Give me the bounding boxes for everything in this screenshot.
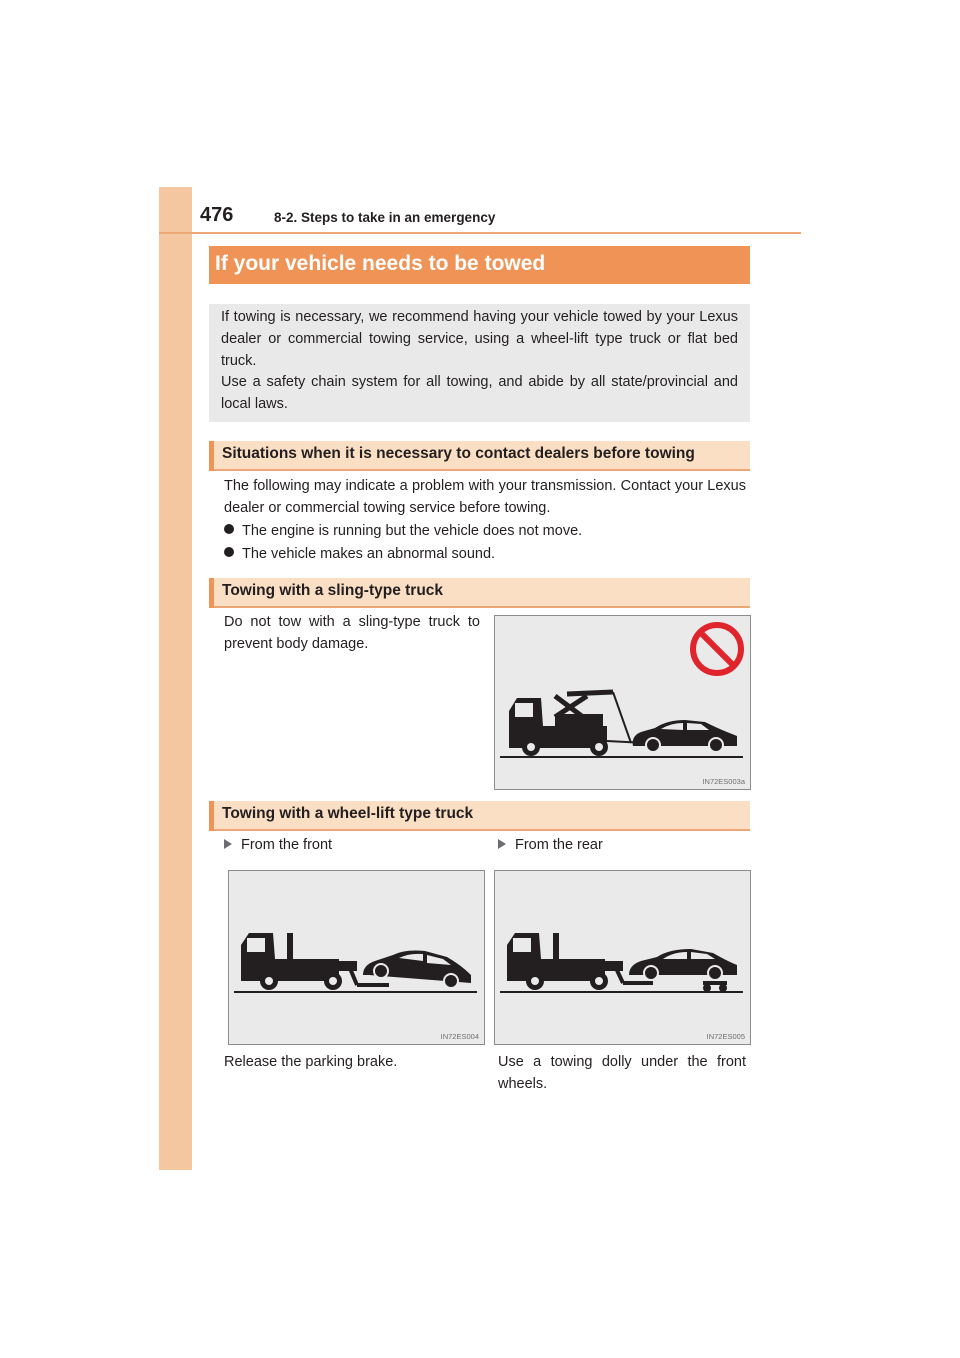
subheading-wheel-lift: [209, 801, 750, 831]
sling-truck-drawing: [495, 616, 750, 789]
bullet-item: The vehicle makes an abnormal sound.: [224, 546, 495, 562]
sling-truck-illustration: [494, 615, 751, 790]
intro-paragraph-2: Use a safety chain system for all towing, and abide by all state/provincial and local laws.: [221, 374, 738, 412]
subheading-text: Towing with a wheel-lift type truck: [222, 805, 474, 822]
bullet-item: The engine is running but the vehicle does not move.: [224, 523, 582, 539]
sling-warning-text: Do not tow with a sling-type truck to prevent body damage.: [224, 614, 480, 652]
page-title: If your vehicle needs to be towed: [215, 252, 546, 275]
page-number: 476: [200, 204, 234, 226]
wheel-lift-front-illustration: [228, 870, 485, 1045]
subheading-sling-type: [209, 578, 750, 608]
wheel-lift-front-drawing: [229, 871, 484, 1044]
subheading-contact-dealers: [209, 441, 750, 471]
arrow-right-icon: [224, 839, 232, 849]
wheel-lift-rear-illustration: [494, 870, 751, 1045]
figure-code: IN72ES005: [706, 1032, 745, 1041]
arrow-right-icon: [498, 839, 506, 849]
intro-box: [209, 304, 750, 422]
figure-code: IN72ES003a: [702, 777, 745, 786]
transmission-note: The following may indicate a problem with your transmission. Contact your Lexus dealer or commercial towing service before towing.: [224, 478, 746, 516]
bullet-dot: [224, 524, 234, 534]
caption-front: Release the parking brake.: [224, 1054, 398, 1070]
label-from-rear: From the rear: [498, 837, 603, 853]
subheading-text: Situations when it is necessary to contact dealers before towing: [222, 445, 695, 462]
bullet-dot: [224, 547, 234, 557]
subheading-text: Towing with a sling-type truck: [222, 582, 444, 599]
side-strip: [159, 187, 192, 1170]
prohibition-icon: [693, 625, 741, 673]
header-rule: [159, 232, 801, 234]
section-label: 8-2. Steps to take in an emergency: [274, 210, 496, 225]
label-from-front: From the front: [224, 837, 332, 853]
caption-rear: Use a towing dolly under the front wheels.: [498, 1054, 746, 1092]
wheel-lift-rear-drawing: [495, 871, 750, 1044]
page-title-bar: [209, 246, 750, 284]
figure-code: IN72ES004: [440, 1032, 479, 1041]
intro-paragraph-1: If towing is necessary, we recommend having your vehicle towed by your Lexus dealer or commercial towing service, using a wheel-lift type truck or flat bed truck.: [221, 309, 738, 369]
